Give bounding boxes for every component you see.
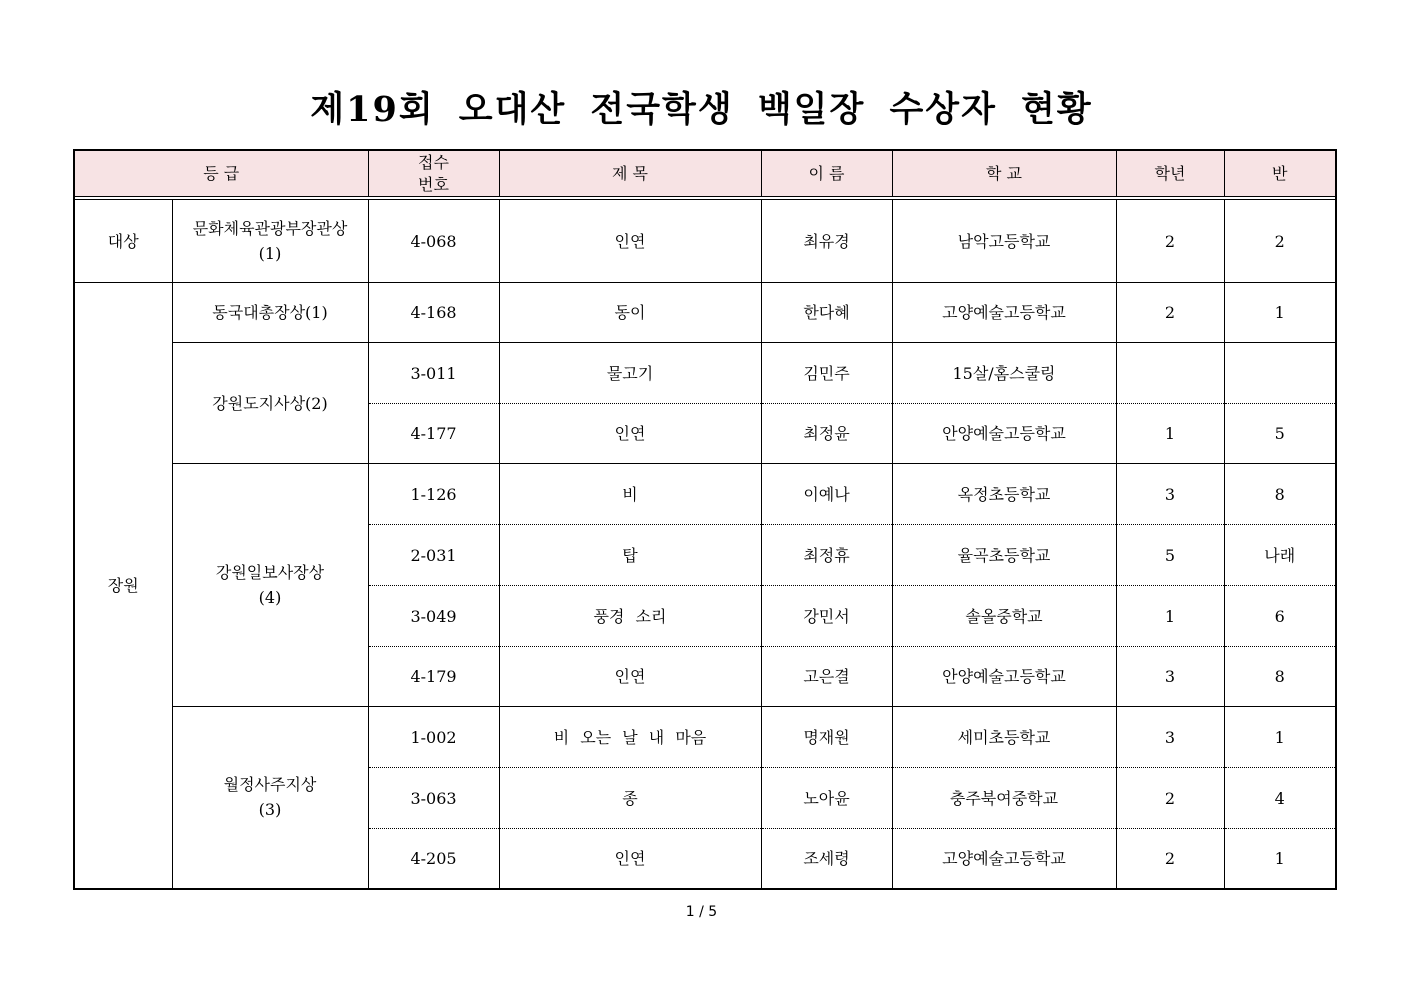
- school-cell: 15살/홈스쿨링: [892, 343, 1116, 404]
- tier-cell: 대상: [74, 200, 172, 283]
- entry-no-cell: 2-031: [368, 525, 499, 586]
- header-school: 학 교: [892, 150, 1116, 197]
- school-cell: 고양예술고등학교: [892, 283, 1116, 343]
- header-class: 반: [1224, 150, 1336, 197]
- table-row: [74, 343, 1336, 404]
- award-cell: 강원도지사상(2): [172, 343, 368, 464]
- subject-cell: 탑: [499, 525, 761, 586]
- name-cell: 이예나: [761, 464, 892, 525]
- class-cell: 4: [1224, 768, 1336, 829]
- entry-no-cell: 3-049: [368, 586, 499, 647]
- subject-cell: 인연: [499, 200, 761, 283]
- name-cell: 조세령: [761, 829, 892, 889]
- entry-no-cell: 4-179: [368, 647, 499, 707]
- name-cell: 강민서: [761, 586, 892, 647]
- name-cell: 최정윤: [761, 404, 892, 464]
- school-cell: 솔올중학교: [892, 586, 1116, 647]
- class-cell: 8: [1224, 647, 1336, 707]
- header-year: 학년: [1116, 150, 1224, 197]
- award-cell: 월정사주지상 (3): [172, 707, 368, 889]
- year-cell: 1: [1116, 404, 1224, 464]
- year-cell: [1116, 343, 1224, 404]
- entry-no-cell: 4-177: [368, 404, 499, 464]
- year-cell: 2: [1116, 768, 1224, 829]
- entry-no-cell: 3-011: [368, 343, 499, 404]
- name-cell: 고은결: [761, 647, 892, 707]
- award-cell: 동국대총장상(1): [172, 283, 368, 343]
- entry-no-cell: 4-205: [368, 829, 499, 889]
- table-row: [74, 283, 1336, 343]
- subject-cell: 비: [499, 464, 761, 525]
- class-cell: 6: [1224, 586, 1336, 647]
- name-cell: 한다혜: [761, 283, 892, 343]
- tier-cell: 장원: [74, 283, 172, 889]
- name-cell: 김민주: [761, 343, 892, 404]
- class-cell: 1: [1224, 707, 1336, 768]
- subject-cell: 인연: [499, 404, 761, 464]
- name-cell: 노아윤: [761, 768, 892, 829]
- class-cell: 8: [1224, 464, 1336, 525]
- award-cell: 강원일보사장상 (4): [172, 464, 368, 707]
- header-name: 이 름: [761, 150, 892, 197]
- school-cell: 세미초등학교: [892, 707, 1116, 768]
- subject-cell: 인연: [499, 647, 761, 707]
- year-cell: 3: [1116, 464, 1224, 525]
- header-entry-no: 접수 번호: [368, 150, 499, 197]
- class-cell: 1: [1224, 829, 1336, 889]
- subject-cell: 물고기: [499, 343, 761, 404]
- subject-cell: 종: [499, 768, 761, 829]
- subject-cell: 풍경 소리: [499, 586, 761, 647]
- year-cell: 5: [1116, 525, 1224, 586]
- award-cell: 문화체육관광부장관상 (1): [172, 200, 368, 283]
- school-cell: 충주북여중학교: [892, 768, 1116, 829]
- year-cell: 3: [1116, 647, 1224, 707]
- year-cell: 3: [1116, 707, 1224, 768]
- entry-no-cell: 1-002: [368, 707, 499, 768]
- class-cell: 5: [1224, 404, 1336, 464]
- table-row: [74, 464, 1336, 525]
- entry-no-cell: 4-168: [368, 283, 499, 343]
- year-cell: 2: [1116, 200, 1224, 283]
- year-cell: 2: [1116, 829, 1224, 889]
- school-cell: 안양예술고등학교: [892, 404, 1116, 464]
- page-indicator: 1 / 5: [685, 904, 718, 920]
- school-cell: 남악고등학교: [892, 200, 1116, 283]
- awards-table: [73, 149, 1337, 890]
- school-cell: 율곡초등학교: [892, 525, 1116, 586]
- header-subject: 제 목: [499, 150, 761, 197]
- subject-cell: 비 오는 날 내 마음: [499, 707, 761, 768]
- class-cell: [1224, 343, 1336, 404]
- name-cell: 최유경: [761, 200, 892, 283]
- entry-no-cell: 1-126: [368, 464, 499, 525]
- page-title: 제19회 오대산 전국학생 백일장 수상자 현황: [310, 89, 1093, 130]
- school-cell: 안양예술고등학교: [892, 647, 1116, 707]
- school-cell: 고양예술고등학교: [892, 829, 1116, 889]
- year-cell: 1: [1116, 586, 1224, 647]
- name-cell: 명재원: [761, 707, 892, 768]
- school-cell: 옥정초등학교: [892, 464, 1116, 525]
- class-cell: 2: [1224, 200, 1336, 283]
- name-cell: 최정휴: [761, 525, 892, 586]
- class-cell: 나래: [1224, 525, 1336, 586]
- year-cell: 2: [1116, 283, 1224, 343]
- class-cell: 1: [1224, 283, 1336, 343]
- header-grade: 등 급: [74, 150, 368, 197]
- awards-table-body: [74, 197, 1336, 889]
- table-row: [74, 200, 1336, 283]
- subject-cell: 동이: [499, 283, 761, 343]
- entry-no-cell: 4-068: [368, 200, 499, 283]
- table-row: [74, 707, 1336, 768]
- header-row: [74, 150, 1336, 197]
- entry-no-cell: 3-063: [368, 768, 499, 829]
- subject-cell: 인연: [499, 829, 761, 889]
